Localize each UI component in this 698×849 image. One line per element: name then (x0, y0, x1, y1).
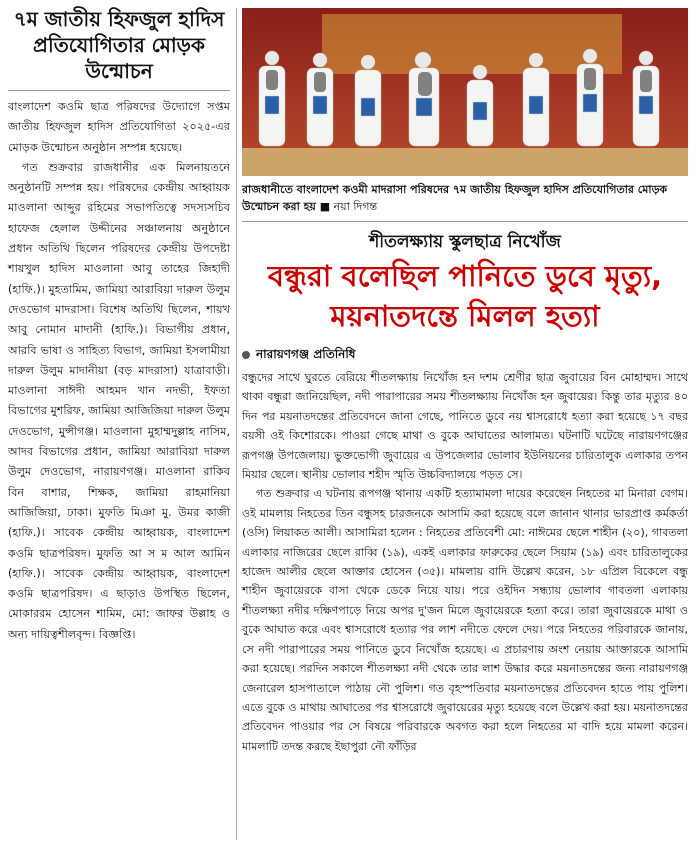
article-byline (242, 344, 688, 364)
column-divider (236, 8, 237, 840)
right-column (242, 8, 688, 756)
article-paragraph: গত শুক্রবার এ ঘটনায় রূপগঞ্জ থানায় একটি হত্যামামলা দায়ের করেছেন নিহতের মা মিনারা বেগম। ওই মামলায় নিহতের তিন বন্ধুসহ চারজনকে আসামি করা হয়েছে বলে জানান থানার ভারপ্রাপ্ত কর্মকর্তা (ওসি) লিয়াকত আলী। আসামিরা হলেন : নিহতের প্রতিবেশী মো: নাঈমের ছেলে শাহীন (২০), গাবতলা এলাকার নাজিরের ছেলে রাব্বি (১৯), একই এলাকার ফারুকের ছেলে সিয়াম (১৯) এবং চারিতালুকের হাজেদ আলীর ছেলে আক্তার হোসেন (৩৫)। মামলায় বাদি উল্লেখ করেন, ১৮ এপ্রিল বিকেলে বন্ধু শাহীন জুবায়েরকে বাসা থেকে ডেকে নিয়ে যায়। পরে ওইদিন সন্ধ্যায় ভোলাব গাবতলা এলাকায় শীতলক্ষ্যা নদীর দক্ষিণপাড়ে নিয়ে অপর দু'জন মিলে জুবায়েরকে হত্যা করে। তারা জুবায়েরকে মাথা ও বুকে আঘাত করে এবং শ্বাসরোধে হত্যার পর লাশ নদীতে ফেলে দেয়। পরে নিহতের পরিবারকে জানায়, সে নদী পারাপারের সময় পানিতে ডুবে নিখোঁজ হয়েছে। এ প্রচারণায় অংশ নেয়ায় আক্তারকে আসামি করা হয়েছে। পরদিন সকালে শীতলক্ষ্যা নদী থেকে তার লাশ উদ্ধার করে ময়নাতদন্তের জন্য নারায়ণগঞ্জ জেনারেল হাসপাতালে পাঠায় নৌ পুলিশ। গত বৃহস্পতিবার ময়নাতদন্তের প্রতিবেদন হাতে পায় পুলিশ। এতে বুকে ও মাথায় আঘাতের পর শ্বাসরোধে জুবায়েরের মৃত্যু হয়েছে বলে উল্লেখ করা হয়। ময়নাতদন্তের প্রতিবেদন পাওয়ার পর সে বিষয়ে পরিবারকে অবগত করা হলে নিহতের মা বাদি হয়ে মামলা করেন। মামলাটি তদন্ত করছে ইছাপুরা নৌ ফাঁড়ির (242, 487, 688, 753)
byline-text: নারায়ণগঞ্জ প্রতিনিধি (256, 347, 356, 361)
article-paragraph: বন্ধুদের সাথে ঘুরতে বেরিয়ে শীতলক্ষ্যায় নিখোঁজ হন দশম শ্রেণীর ছাত্র জুবায়ের বিন মোহাম্মদ। সাথে থাকা বন্ধুরা জানিয়েছিল, নদী পারাপারের সময় শীতলক্ষ্যায় নিখোঁজ হন জুবায়ের। কিন্তু তার মৃত্যুর ৪০ দিন পর ময়নাতদন্তের প্রতিবেদনে জানা গেছে, পানিতে ডুবে নয় শ্বাসরোধে হত্যা করা হয়েছে ১৭ বছর বয়সী ওই কিশোরকে। পাওয়া গেছে মাথা ও বুকে আঘাতের আলামত। ঘটনাটি ঘটেছে নারায়ণগঞ্জের রূপগঞ্জ উপজেলায়। ভুক্তভোগী জুবায়ের এ উপজেলার ভোলাব ইউনিয়নের চারিতালুক এলাকার তপন মিয়ার ছেলে। স্থানীয় ভোলাব শহীদ স্মৃতি উচ্চবিদ্যালয়ে পড়ত সে। (242, 371, 688, 482)
left-article-body (8, 91, 230, 645)
left-article (8, 6, 230, 645)
photo-credit: ■ নয়া দিগন্ত (319, 200, 378, 213)
photo-caption (242, 181, 688, 222)
photo-caption-text: রাজধানীতে বাংলাদেশ কওমী মাদরাসা পরিষদের ৭ম জাতীয় হিফজুল হাদিস প্রতিযোগিতার মোড়ক উন্মোচন করা হয় (242, 183, 668, 213)
left-article-paragraph: বাংলাদেশ কওমি ছাত্র পরিষদের উদ্যোগে সপ্তম জাতীয় হিফজুল হাদিস প্রতিযোগিতা ২০২৫-এর মোড়ক উন্মোচন অনুষ্ঠান সম্পন্ন হয়েছে। (8, 100, 230, 154)
left-article-paragraph: গত শুক্রবার রাজধানীর এক মিলনায়তনে অনুষ্ঠানটি সম্পন্ন হয়। পরিষদের কেন্দ্রীয় আহ্বায়ক মাওলানা আব্দুর রহিমের সভাপতিত্বে সদস্যসচিব হাফেজ হেলাল উদ্দীনের সঞ্চালনায় অনুষ্ঠানে প্রধান অতিথি ছিলেন পরিষদের কেন্দ্রীয় উপদেষ্টা শায়খুল হাদিস মাওলানা আবু তাহের জিহাদী (হাফি.)। মুহতামিম, জামিয়া আরাবিয়া দারুল উলুম দেওভোগ মাদরাসা। বিশেষ অতিথি ছিলেন, শায়খ আবু নোমান মাদানী (হাফি.)। বিভাগীয় প্রধান, আরবি ভাষা ও সাহিত্য বিভাগ, জামিয়া ইসলামীয়া দারুল উলুম মাদানীয়া (বড় মাদরাসা) যাত্রাবাড়ী। মাওলানা সাঈদী আহমদ খান নদভী, ইফতা বিভাগের মুশরিফ, জামিয়া আজিজিয়া দারুল উলুম দেওভোগ, মুন্সীগঞ্জ। মাওলানা মুহাম্মদুল্লাহ নাসিম, আদব বিভাগের প্রধান, জামিয়া আরাবিয়া দারুল উলুম দেওভোগ, নারায়ণগঞ্জ। মাওলানা রাকিব বিন বাশার, শিক্ষক, জামিয়া রাহমানিয়া আজিজিয়া, ঢাকা। মুফতি মিঞা মু. উমর কাজী (হাফি.)। সাবেক কেন্দ্রীয় আহ্বায়ক, বাংলাদেশ কওমি ছাত্রপরিষদ। মুফতি আ স ম আল আমিন (হাফি.)। সাবেক কেন্দ্রীয় আহ্বায়ক, বাংলাদেশ কওমি ছাত্রপরিষদ। এ ছাড়াও উপস্থিত ছিলেন, মোকাররম হোসেন শামিম, মো: জাফর উল্লাহ ও অন্য দায়িত্বশীলবৃন্দ। বিজ্ঞপ্তি। (8, 160, 230, 641)
event-photo (242, 8, 688, 176)
event-photo-illustration (242, 8, 688, 176)
bullet-icon (242, 351, 250, 359)
article-body (242, 368, 688, 756)
article-kicker: শীতলক্ষ্যায় স্কুলছাত্র নিখোঁজ (369, 232, 561, 252)
left-article-headline: ৭ম জাতীয় হিফজুল হাদিস প্রতিযোগিতার মোড়ক উন্মোচন (8, 6, 230, 91)
article-headline: বন্ধুরা বলেছিল পানিতে ডুবে মৃত্যু, ময়নাতদন্তে মিলল হত্যা (267, 259, 663, 333)
